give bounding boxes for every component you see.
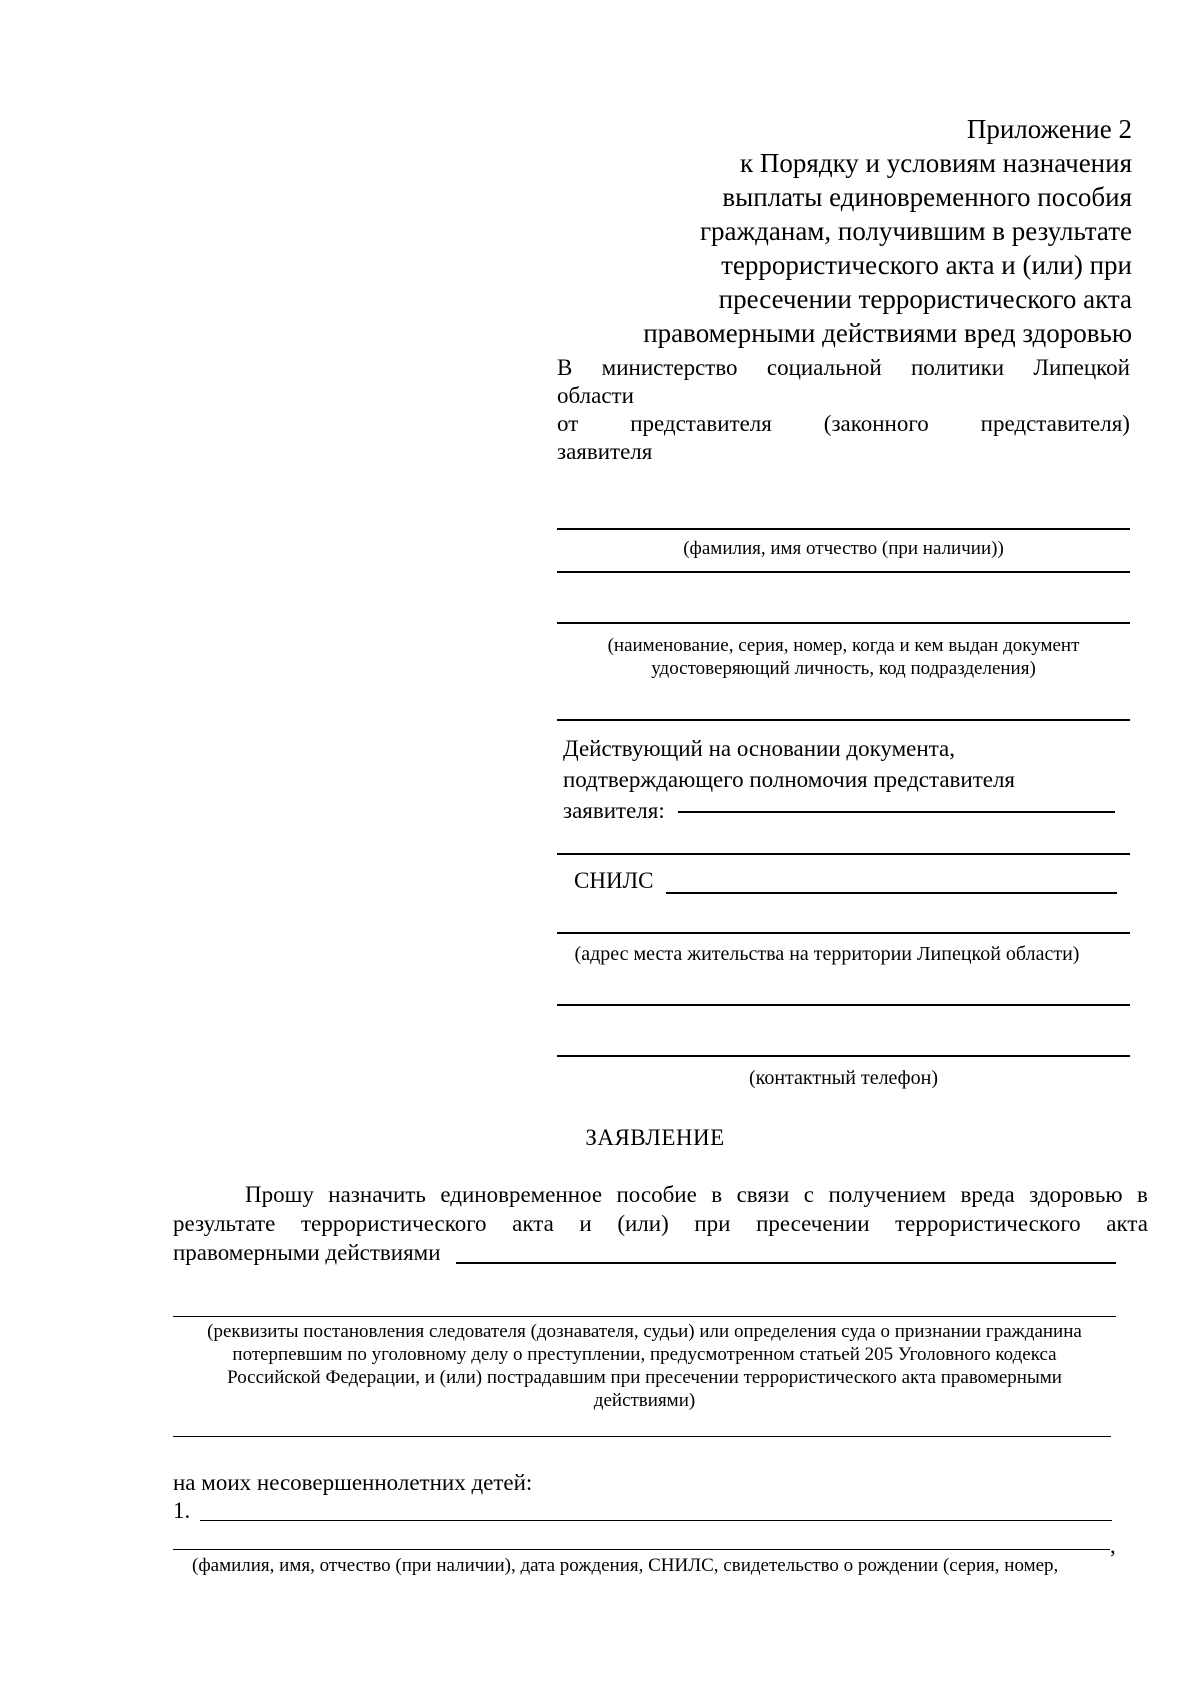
- children-label: на моих несовершеннолетних детей:: [173, 1470, 533, 1495]
- word: В: [557, 355, 573, 380]
- appendix-line: пресечении террористического акта: [718, 284, 1132, 314]
- decree-field-2[interactable]: [173, 1436, 1111, 1437]
- word: Прошу: [245, 1182, 314, 1207]
- addressee-line-2: области: [557, 383, 634, 408]
- appendix-line: к Порядку и условиям назначения: [740, 148, 1132, 178]
- word: с: [803, 1182, 814, 1207]
- id-document-caption-line: (наименование, серия, номер, когда и кем выдан документ: [607, 635, 1080, 656]
- word: в: [1137, 1182, 1148, 1207]
- decree-caption-line: потерпевшим по уголовному делу о преступлении, предусмотренном статьей 205 Уголовного кодекса: [232, 1344, 1057, 1365]
- word: пресечении: [756, 1211, 870, 1236]
- phone-field[interactable]: [557, 1055, 1130, 1057]
- full-name-field-2[interactable]: [557, 571, 1130, 573]
- addressee-block: [557, 354, 1130, 466]
- word: получением: [828, 1182, 947, 1207]
- word: Липецкой: [1033, 355, 1130, 380]
- word: террористического: [301, 1211, 487, 1236]
- decree-field[interactable]: [173, 1316, 1116, 1317]
- authority-document-field-2[interactable]: [557, 853, 1130, 855]
- authority-document-field[interactable]: [678, 811, 1115, 813]
- appendix-line: Приложение 2: [966, 114, 1132, 144]
- address-field-2[interactable]: [557, 1004, 1130, 1006]
- word: политики: [910, 355, 1005, 380]
- address-caption: (адрес места жительства на территории Липецкой области): [574, 943, 1080, 965]
- child-1-field-2[interactable]: [173, 1549, 1110, 1550]
- word: назначить: [328, 1182, 426, 1207]
- appendix-header: [572, 112, 1132, 350]
- word: в: [711, 1182, 723, 1207]
- request-line-3: правомерными действиями: [173, 1240, 441, 1265]
- authority-label: заявителя:: [563, 798, 665, 823]
- snils-label: СНИЛС: [574, 868, 654, 893]
- snils-field[interactable]: [666, 892, 1117, 894]
- word: результате: [173, 1211, 276, 1236]
- word: при: [694, 1211, 731, 1236]
- word: от: [557, 411, 579, 436]
- id-document-caption-line: удостоверяющий личность, код подразделения): [651, 658, 1036, 679]
- id-document-caption: [557, 634, 1130, 680]
- word: единовременное: [440, 1182, 603, 1207]
- phone-caption: (контактный телефон): [748, 1067, 938, 1089]
- request-line-2: [173, 1209, 1148, 1238]
- addressee-line-3: [557, 410, 1130, 438]
- appendix-line: гражданам, получившим в результате: [699, 216, 1132, 246]
- request-paragraph: [173, 1180, 1148, 1267]
- word: связи: [736, 1182, 790, 1207]
- full-name-field[interactable]: [557, 528, 1130, 530]
- decree-caption-line: действиями): [593, 1390, 696, 1411]
- word: акта: [512, 1211, 554, 1236]
- address-field[interactable]: [557, 932, 1130, 934]
- child-1-field[interactable]: [200, 1520, 1112, 1521]
- word: пособие: [616, 1182, 697, 1207]
- addressee-line-1: [557, 354, 1130, 382]
- word: акта: [1106, 1211, 1148, 1236]
- word: (законного: [823, 411, 929, 436]
- word: министерство: [601, 355, 738, 380]
- request-details-field[interactable]: [456, 1262, 1116, 1264]
- word: (или): [617, 1211, 669, 1236]
- word: террористического: [895, 1211, 1081, 1236]
- id-document-field[interactable]: [557, 622, 1130, 624]
- child-1-comma: ,: [1110, 1533, 1116, 1558]
- statement-title: ЗАЯВЛЕНИЕ: [585, 1125, 725, 1150]
- full-name-caption: (фамилия, имя отчество (при наличии)): [683, 538, 1004, 559]
- addressee-line-4: заявителя: [557, 439, 653, 464]
- child-item-number: 1.: [173, 1498, 191, 1523]
- appendix-line: террористического акта и (или) при: [721, 250, 1132, 280]
- id-document-field-2[interactable]: [557, 719, 1130, 721]
- authority-line: подтверждающего полномочия представителя: [563, 767, 1016, 792]
- authority-line: Действующий на основании документа,: [563, 736, 955, 761]
- appendix-line: выплаты единовременного пособия: [722, 182, 1132, 212]
- decree-caption-line: (реквизиты постановления следователя (дознавателя, судьи) или определения суда о признании гражданина: [207, 1321, 1082, 1342]
- decree-caption-line: Российской Федерации, и (или) пострадавшим при пресечении террористического акта правомерными: [227, 1367, 1062, 1388]
- word: и: [579, 1211, 592, 1236]
- decree-caption: [173, 1320, 1116, 1412]
- word: социальной: [766, 355, 882, 380]
- word: представителя): [980, 411, 1130, 436]
- word: представителя: [630, 411, 772, 436]
- word: вреда: [960, 1182, 1015, 1207]
- word: здоровью: [1029, 1182, 1123, 1207]
- request-line-1: [173, 1180, 1148, 1209]
- children-caption: (фамилия, имя, отчество (при наличии), дата рождения, СНИЛС, свидетельство о рождении (серия, номер,: [192, 1555, 1059, 1576]
- appendix-line: правомерными действиями вред здоровью: [643, 318, 1132, 348]
